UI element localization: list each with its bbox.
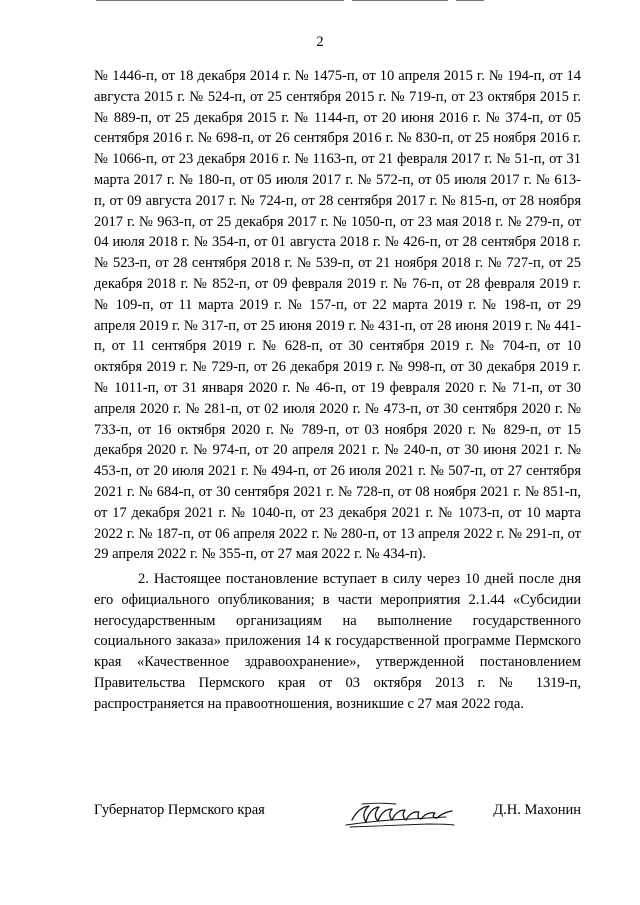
top-edge-rule	[96, 0, 344, 1]
top-edge-rule	[456, 0, 484, 1]
signature-block	[94, 798, 581, 838]
signer-title: Губернатор Пермского края	[94, 802, 265, 818]
page-number: 2	[316, 34, 324, 50]
handwritten-signature-icon	[342, 798, 460, 832]
effective-date-paragraph: 2. Настоящее постановление вступает в силу через 10 дней после дня его официального опубликования; в части мероприятия 2.1.44 «Субсидии негосударственным организациям на выполнение государственного социального заказа» приложения 14 к государственной программе Пермского края «Качественное здравоохранение», утвержденной постановлением Правительства Пермского края от 03 октября 2013 г. № 1319-п, распространяется на правоотношения, возникшие с 27 мая 2022 года.	[94, 571, 581, 712]
amendments-list-paragraph: № 1446-п, от 18 декабря 2014 г. № 1475-п, от 10 апреля 2015 г. № 194-п, от 14 августа 2015 г. № 524-п, от 25 сентября 2015 г. № 719-п, от 23 октября 2015 г. № 889-п, от 25 декабря 2015 г. № 1144-п, от 20 июня 2016 г. № 374-п, от 05 сентября 2016 г. № 698-п, от 26 сентября 2016 г. № 830-п, от 25 ноября 2016 г. № 1066-п, от 23 декабря 2016 г. № 1163-п, от 21 февраля 2017 г. № 51-п, от 31 марта 2017 г. № 180-п, от 05 июля 2017 г. № 572-п, от 05 июля 2017 г. № 613-п, от 09 августа 2017 г. № 724-п, от 28 сентября 2017 г. № 815-п, от 28 ноября 2017 г. № 963-п, от 25 декабря 2017 г. № 1050-п, от 23 мая 2018 г. № 279-п, от 04 июля 2018 г. № 354-п, от 01 августа 2018 г. № 426-п, от 28 сентября 2018 г. № 523-п, от 28 сентября 2018 г. № 539-п, от 21 ноября 2018 г. № 727-п, от 25 декабря 2018 г. № 852-п, от 09 февраля 2019 г. № 76-п, от 28 февраля 2019 г. № 109-п, от 11 марта 2019 г. № 157-п, от 22 марта 2019 г. № 198-п, от 29 апреля 2019 г. № 317-п, от 25 июня 2019 г. № 431-п, от 28 июня 2019 г. № 441-п, от 11 сентября 2019 г. № 628-п, от 30 сентября 2019 г. № 704-п, от 10 октября 2019 г. № 729-п, от 26 декабря 2019 г. № 998-п, от 30 декабря 2019 г. № 1011-п, от 31 января 2020 г. № 46-п, от 19 февраля 2020 г. № 71-п, от 30 апреля 2020 г. № 281-п, от 02 июля 2020 г. № 473-п, от 30 сентября 2020 г. № 733-п, от 16 октября 2020 г. № 789-п, от 03 ноября 2020 г. № 829-п, от 15 декабря 2020 г. № 974-п, от 20 апреля 2021 г. № 240-п, от 30 июня 2021 г. № 453-п, от 20 июля 2021 г. № 494-п, от 26 июля 2021 г. № 507-п, от 27 сентября 2021 г. № 684-п, от 30 сентября 2021 г. № 728-п, от 08 ноября 2021 г. № 851-п, от 17 декабря 2021 г. № 1040-п, от 23 декабря 2021 г. № 1073-п, от 10 марта 2022 г. № 187-п, от 06 апреля 2022 г. № 280-п, от 13 апреля 2022 г. № 291-п, от 29 апреля 2022 г. № 355-п, от 27 мая 2022 г. № 434-п).	[94, 68, 581, 563]
signer-name: Д.Н. Махонин	[493, 802, 581, 818]
top-edge-rule	[352, 0, 448, 1]
